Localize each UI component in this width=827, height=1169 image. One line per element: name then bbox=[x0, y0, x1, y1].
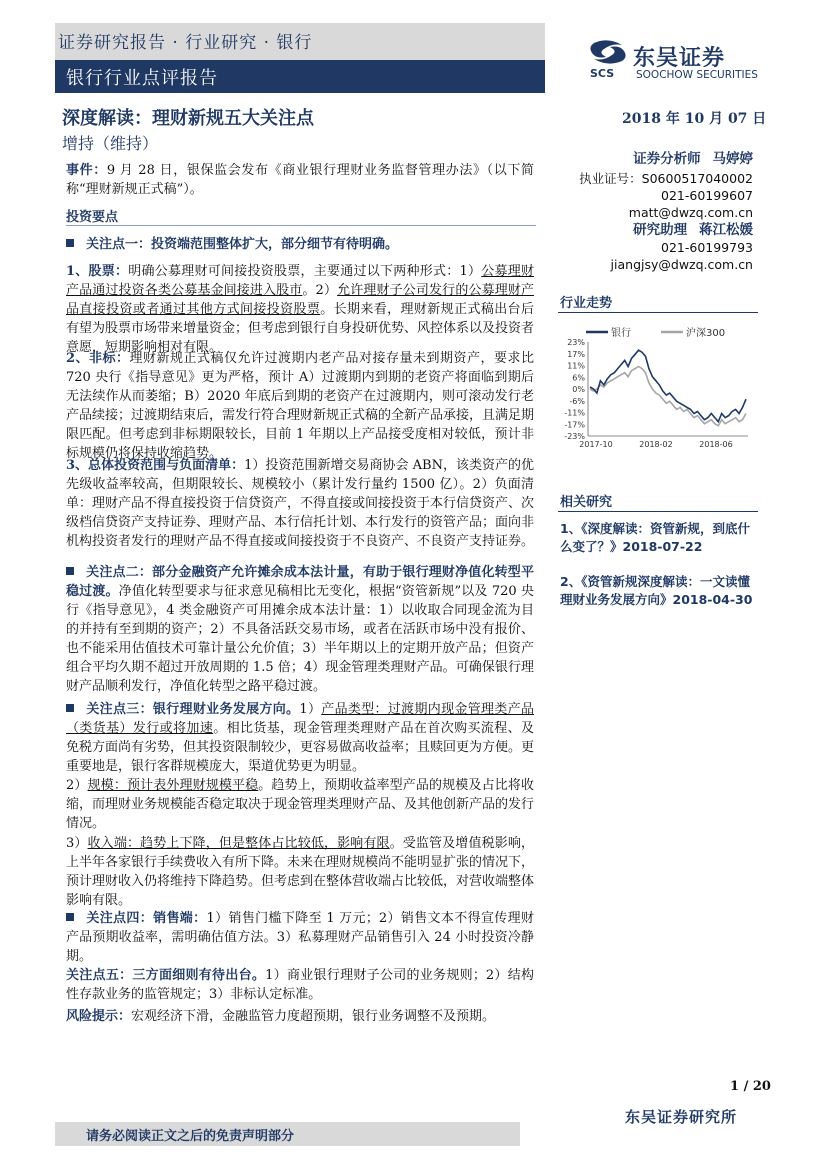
related-item-1[interactable]: 1、《深度解读：资管新规，到底什么变了？》2018-07-22 bbox=[560, 521, 750, 554]
logo-mark-icon bbox=[586, 39, 630, 81]
company-logo bbox=[586, 39, 630, 81]
analyst-phone: 021-60199607 bbox=[661, 188, 753, 203]
bullet-square-icon bbox=[66, 567, 74, 575]
paragraph-nonstandard: 2、非标：理财新规正式稿仅允许过渡期内老产品对接存量未到期资产，要求比 720 央行《指导意见》更为严格，预计 A）过渡期内到期的老资产将面临到期后无法续作从而萎缩；B）2020 年底后到期的老资产在过渡期内，则可滚动发行老产品续接；过渡期结束后，需发行符合理财新规正式稿的全新产品承接，且满足期限匹配。但考虑到非标期限较长，目前 1 年期以上产品接受度相对较低，预计非标规模仍将保持收缩趋势。 bbox=[66, 351, 535, 461]
paragraph-scale: 2）规模：预计表外理财规模平稳。趋势上，预期收益率型产品的规模及占比将收缩，而理财业务规模能否稳定取决于现金管理类理财产品、及其他创新产品的发行情况。 bbox=[66, 778, 535, 831]
key-points-title: 投资要点 bbox=[66, 210, 119, 225]
paragraph-investment-scope: 3、总体投资范围与负面清单：1）投资范围新增交易商协会 ABN，该类资产的优先级收益率较高，但期限较长、规模较小（累计发行量约 1500 亿）。2）负面清单：理财产品不得直接投资于信贷资产，不得直接或间接投资于本行信贷资产、次级档信贷资产支持证券、理财产品、本行信托计划、本行发行的资管产品；面向非机构投资者发行的理财产品不得直接或间接投资于不良资产、不良资产支持证券。 bbox=[66, 458, 535, 549]
event-label: 事件： bbox=[66, 163, 107, 178]
section-1-heading: 关注点一：投资端范围整体扩大，部分细节有待明确。 bbox=[66, 233, 534, 252]
analyst-line: 证券分析师 马婷婷 bbox=[633, 151, 753, 167]
x-tick-label: 2017-10 bbox=[579, 440, 613, 449]
y-tick-label: -11% bbox=[564, 408, 585, 418]
assistant-email: jiangjsy@dwzq.com.cn bbox=[610, 257, 753, 272]
y-tick-label: -23% bbox=[564, 432, 585, 441]
x-tick-label: 2018-06 bbox=[699, 440, 733, 449]
related-item-2[interactable]: 2、《资管新规深度解读：一文读懂理财业务发展方向》2018-04-30 bbox=[560, 574, 753, 607]
footer-org: 东吴证券研究所 bbox=[625, 1108, 738, 1126]
chart-y-axis bbox=[564, 338, 588, 441]
paragraph-stocks: 1、股票：明确公募理财可间接投资股票，主要通过以下两种形式：1）公募理财产品通过投资各类公募基金间接进入股市。2）允许理财子公司发行的公募理财产品直接投资或者通过其他方式间接投资股票。长期来看，理财新规正式稿出台后有望为股票市场带来增量资金；但考虑到银行自身投研优势、风控体系以及投资者意愿，短期影响相对有限。 bbox=[66, 264, 535, 355]
analyst-email: matt@dwzq.com.cn bbox=[628, 205, 753, 220]
y-tick-label: 0% bbox=[572, 385, 585, 394]
page-number: 1 / 20 bbox=[730, 1079, 771, 1094]
paragraph-income: 3）收入端：趋势上下降，但是整体占比较低，影响有限。受监管及增值税影响，上半年各家银行手续费收入有所下降。未来在理财规模尚不能明显扩张的情况下，预计理财收入仍将维持下降趋势。但考虑到在整体营收端占比较低，对营收端整体影响有限。 bbox=[66, 836, 535, 908]
footer-disclaimer: 请务必阅读正文之后的免责声明部分 bbox=[86, 1129, 295, 1144]
report-date: 2018 年 10 月 07 日 bbox=[622, 111, 767, 127]
y-tick-label: 11% bbox=[567, 361, 585, 371]
chart-legend bbox=[586, 326, 725, 339]
event-text: 9 月 28 日，银保监会发布《商业银行理财业务监督管理办法》（以下简称“理财新规正式稿”）。 bbox=[66, 163, 534, 197]
report-title: 深度解读：理财新规五大关注点 bbox=[62, 108, 314, 129]
paragraph-section-2: 关注点二：部分金融资产允许摊余成本法计量，有助于银行理财净值化转型平稳过渡。净值化转型要求与征求意见稿相比无变化，根据“资管新规”以及 720 央行《指导意见》，4 类金融资产可用摊余成本法计量：1）以收取合同现金流为目的并持有至到期的资产；2）不具备活跃交易市场，或者在活跃市场中没有报价、也不能采用估值技术可靠计量公允价值；3）半年期以上的定期开放产品；但资产组合平均久期不超过开放周期的 1.5 倍；4）现金管理类理财产品。可确保银行理财产品顺利发行，净值化转型之路平稳过渡。 bbox=[66, 565, 534, 694]
x-tick-label: 2018-02 bbox=[639, 440, 673, 449]
y-tick-label: 23% bbox=[567, 338, 585, 347]
report-type: 银行行业点评报告 bbox=[66, 68, 218, 89]
report-category: 证券研究报告 · 行业研究 · 银行 bbox=[58, 33, 313, 53]
chart-series bbox=[590, 350, 746, 426]
event-paragraph bbox=[66, 161, 534, 199]
brand-name-en: SOOCHOW SECURITIES bbox=[636, 69, 758, 81]
trend-title: 行业走势 bbox=[560, 296, 613, 311]
chart-x-axis bbox=[579, 436, 748, 449]
logo-letters: SCS bbox=[590, 67, 615, 80]
paragraph-section-3: 关注点三：银行理财业务发展方向。1）产品类型：过渡期内现金管理类产品（类货基）发行或将加速。相比货基，现金管理类理财产品在首次购买流程、及免税方面尚有劣势，但其投资限制较少，更容易做高收益率；且赎回更为方便。更重要地是，银行客群规模庞大，渠道优势更为明显。 bbox=[66, 702, 535, 774]
bullet-square-icon bbox=[66, 239, 74, 247]
y-tick-label: -6% bbox=[569, 396, 585, 406]
bullet-square-icon bbox=[66, 704, 74, 712]
y-tick-label: 17% bbox=[567, 349, 585, 359]
paragraph-risk: 风险提示：宏观经济下滑，金融监管力度超预期，银行业务调整不及预期。 bbox=[66, 1009, 496, 1024]
legend-label: 沪深300 bbox=[686, 328, 726, 339]
assistant-phone: 021-60199793 bbox=[661, 240, 753, 255]
rating: 增持（维持） bbox=[62, 134, 159, 153]
bullet-square-icon bbox=[66, 913, 74, 921]
sidebar-divider bbox=[558, 312, 758, 313]
y-tick-label: -17% bbox=[564, 420, 585, 430]
series-line bbox=[590, 350, 746, 422]
brand-name-cn: 东吴证券 bbox=[633, 46, 726, 71]
trend-chart bbox=[556, 322, 761, 457]
sidebar-divider bbox=[558, 511, 758, 512]
assistant-line: 研究助理 蒋江松媛 bbox=[633, 222, 753, 238]
paragraph-section-4: 关注点四：销售端：1）销售门槛下降至 1 万元；2）销售文本不得宣传理财产品预期收益率，需明确估值方法。3）私募理财产品销售引入 24 小时投资冷静期。 bbox=[66, 911, 534, 964]
divider bbox=[66, 225, 536, 226]
license-number: 执业证号：S0600517040002 bbox=[579, 171, 753, 186]
related-title: 相关研究 bbox=[560, 495, 613, 510]
series-line bbox=[590, 367, 746, 426]
legend-label: 银行 bbox=[611, 328, 631, 339]
y-tick-label: 6% bbox=[572, 373, 585, 383]
paragraph-section-5: 关注点五：三方面细则有待出台。1）商业银行理财子公司的业务规则；2）结构性存款业务的监管规定；3）非标认定标准。 bbox=[66, 968, 534, 1002]
analyst-info bbox=[560, 150, 753, 273]
